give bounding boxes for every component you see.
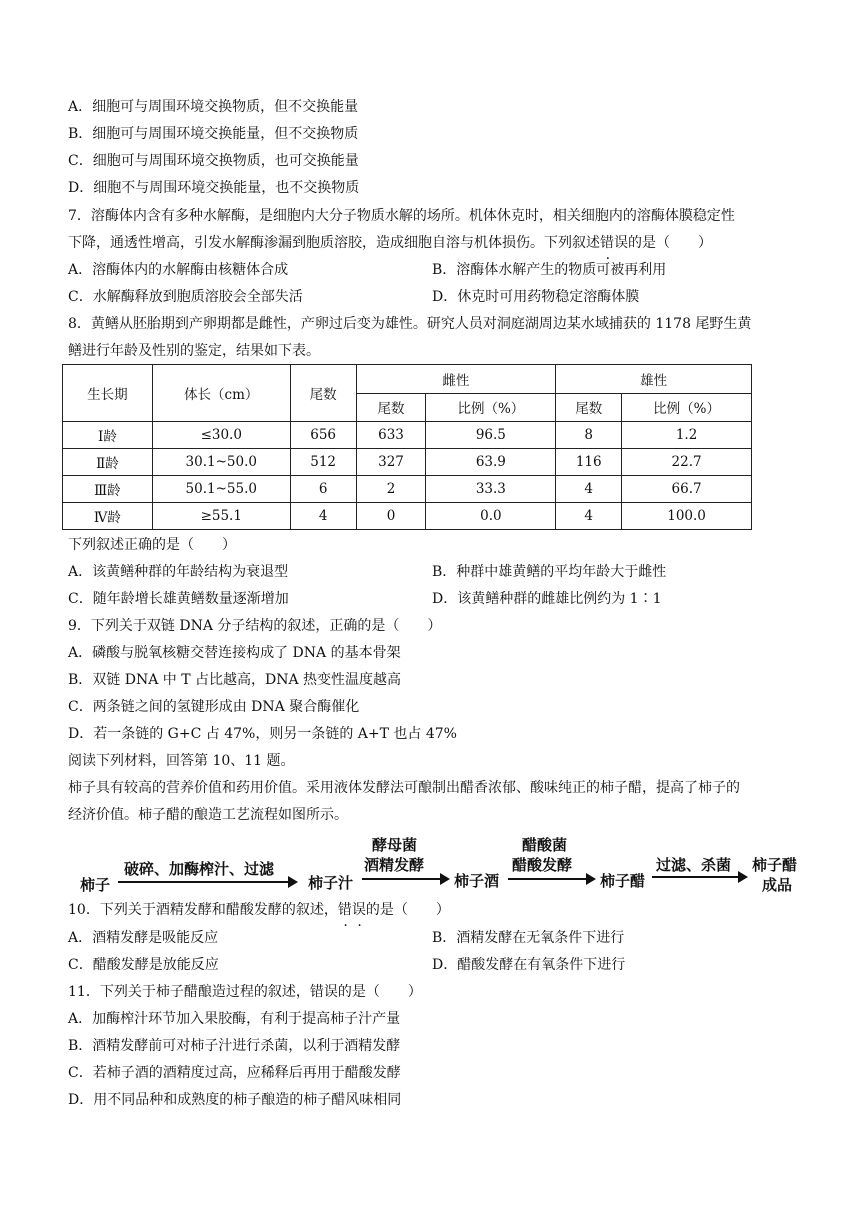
table-cell: Ⅳ龄 bbox=[63, 503, 153, 530]
table-cell: 0.0 bbox=[426, 503, 556, 530]
flow-node-juice: 柿子汁 bbox=[308, 874, 354, 892]
table-cell: 1.2 bbox=[622, 422, 752, 449]
table-cell: 22.7 bbox=[622, 449, 752, 476]
flow-node-product-line1: 柿子醋 bbox=[752, 856, 798, 874]
q9-option-b: B．双链 DNA 中 T 占比越高，DNA 热变性温度越高 bbox=[68, 672, 402, 688]
table-cell: 63.9 bbox=[426, 449, 556, 476]
flow-node-vinegar: 柿子醋 bbox=[600, 872, 646, 890]
q8-stem-line1: 8．黄鳝从胚胎期到产卵期都是雌性，产卵过后变为雄性。研究人员对洞庭湖周边某水域捕获的 1178 尾野生黄 bbox=[68, 316, 752, 332]
q6-option-a: A．细胞可与周围环境交换物质，但不交换能量 bbox=[68, 99, 359, 115]
table-cell: 100.0 bbox=[622, 503, 752, 530]
q7-emphasis-char: 错 bbox=[600, 235, 614, 251]
table-row bbox=[63, 422, 752, 449]
subheader-male-count: 尾数 bbox=[556, 393, 622, 422]
q7-stem-tail: 误的是（ ） bbox=[614, 235, 712, 251]
header-stage: 生长期 bbox=[63, 365, 153, 422]
flow-step-alcohol-fermentation: 酒精发酵 bbox=[364, 856, 425, 874]
table-row bbox=[63, 476, 752, 503]
q6-option-b: B．细胞可与周围环境交换能量，但不交换物质 bbox=[68, 126, 359, 142]
table-cell: 66.7 bbox=[622, 476, 752, 503]
flow-arrow bbox=[652, 876, 746, 878]
table-cell: 8 bbox=[556, 422, 622, 449]
reading-para-line2: 经济价值。柿子醋的酿造工艺流程如图所示。 bbox=[68, 807, 348, 823]
q8-option-b: B．种群中雄黄鳝的平均年龄大于雌性 bbox=[432, 564, 667, 580]
table-cell: Ⅰ龄 bbox=[63, 422, 153, 449]
flow-step-yeast: 酵母菌 bbox=[372, 836, 418, 854]
q11-option-a: A．加酶榨汁环节加入果胶酶，有利于提高柿子汁产量 bbox=[68, 1011, 401, 1027]
table-cell: 327 bbox=[356, 449, 426, 476]
table-row bbox=[63, 503, 752, 530]
q11-option-c: C．若柿子酒的酒精度过高，应稀释后再用于醋酸发酵 bbox=[68, 1065, 401, 1081]
table-cell: Ⅱ龄 bbox=[63, 449, 153, 476]
q6-option-c: C．细胞可与周围环境交换物质，也可交换能量 bbox=[68, 153, 359, 169]
q8-question: 下列叙述正确的是（ ） bbox=[68, 537, 236, 553]
table-cell: 33.3 bbox=[426, 476, 556, 503]
q10-option-d: D．醋酸发酵在有氧条件下进行 bbox=[432, 957, 626, 973]
flow-step-crush: 破碎、加酶榨汁、过滤 bbox=[124, 860, 275, 878]
q9-option-a: A．磷酸与脱氧核糖交替连接构成了 DNA 的基本骨架 bbox=[68, 645, 401, 661]
subheader-female-count: 尾数 bbox=[356, 393, 426, 422]
q10-emphasis-char-2: 误 bbox=[351, 902, 366, 918]
flow-arrow bbox=[508, 878, 594, 880]
table-cell: 0 bbox=[356, 503, 426, 530]
table-cell: ≥55.1 bbox=[152, 503, 290, 530]
table-cell: 633 bbox=[356, 422, 426, 449]
header-count: 尾数 bbox=[290, 365, 356, 422]
flow-step-filter-sterilize: 过滤、杀菌 bbox=[656, 856, 732, 874]
q10-stem bbox=[68, 900, 450, 920]
vinegar-process-diagram bbox=[76, 834, 816, 898]
q10-option-c: C．醋酸发酵是放能反应 bbox=[68, 957, 219, 973]
q10-stem-text: 10．下列关于酒精发酵和醋酸发酵的叙述， bbox=[68, 902, 338, 918]
table-cell: 4 bbox=[556, 476, 622, 503]
q7-stem-text: 下降，通透性增高，引发水解酶渗漏到胞质溶胶，造成细胞自溶与机体损伤。下列叙述 bbox=[68, 235, 600, 251]
q9-option-d: D．若一条链的 G+C 占 47%，则另一条链的 A+T 也占 47% bbox=[68, 726, 457, 742]
table-cell: 30.1~50.0 bbox=[152, 449, 290, 476]
q9-option-c: C．两条链之间的氢键形成由 DNA 聚合酶催化 bbox=[68, 699, 360, 715]
flow-step-acetic-fermentation: 醋酸发酵 bbox=[512, 856, 573, 874]
reading-intro: 阅读下列材料，回答第 10、11 题。 bbox=[68, 753, 295, 769]
q8-option-c: C．随年龄增长雄黄鳝数量逐渐增加 bbox=[68, 591, 289, 607]
q11-option-d: D．用不同品种和成熟度的柿子酿造的柿子醋风味相同 bbox=[68, 1092, 402, 1108]
q10-option-a: A．酒精发酵是吸能反应 bbox=[68, 930, 219, 946]
flow-arrow bbox=[362, 878, 448, 880]
q10-option-b: B．酒精发酵在无氧条件下进行 bbox=[432, 930, 625, 946]
flow-node-persimmon: 柿子 bbox=[80, 876, 111, 894]
flow-step-acetobacter: 醋酸菌 bbox=[522, 836, 568, 854]
flow-arrow bbox=[118, 881, 296, 883]
table-cell: 6 bbox=[290, 476, 356, 503]
q8-stem-line2: 鳝进行年龄及性别的鉴定，结果如下表。 bbox=[68, 343, 320, 359]
table-cell: Ⅲ龄 bbox=[63, 476, 153, 503]
subheader-female-ratio: 比例（%） bbox=[426, 393, 556, 422]
q10-emphasis-char-1: 错 bbox=[337, 902, 352, 918]
q10-stem-tail: 的是（ ） bbox=[365, 902, 450, 918]
table-cell: 656 bbox=[290, 422, 356, 449]
table-header-row bbox=[63, 365, 752, 394]
table-cell: 2 bbox=[356, 476, 426, 503]
table-cell: 512 bbox=[290, 449, 356, 476]
q7-option-b: B．溶酶体水解产生的物质可被再利用 bbox=[432, 262, 667, 278]
age-sex-table bbox=[62, 364, 752, 530]
table-cell: 96.5 bbox=[426, 422, 556, 449]
header-male: 雄性 bbox=[556, 365, 752, 394]
table-cell: 116 bbox=[556, 449, 622, 476]
table-cell: ≤30.0 bbox=[152, 422, 290, 449]
table-cell: 4 bbox=[290, 503, 356, 530]
flow-node-product-line2: 成品 bbox=[762, 876, 793, 894]
q7-stem-line2 bbox=[68, 233, 712, 253]
q7-option-d: D．休克时可用药物稳定溶酶体膜 bbox=[432, 289, 640, 305]
subheader-male-ratio: 比例（%） bbox=[622, 393, 752, 422]
table-cell: 4 bbox=[556, 503, 622, 530]
header-length: 体长（cm） bbox=[152, 365, 290, 422]
q11-option-b: B．酒精发酵前可对柿子汁进行杀菌，以利于酒精发酵 bbox=[68, 1038, 401, 1054]
header-female: 雌性 bbox=[356, 365, 556, 394]
table-cell: 50.1~55.0 bbox=[152, 476, 290, 503]
q7-option-a: A．溶酶体内的水解酶由核糖体合成 bbox=[68, 262, 289, 278]
q7-stem-line1: 7．溶酶体内含有多种水解酶，是细胞内大分子物质水解的场所。机体休克时，相关细胞内的溶酶体膜稳定性 bbox=[68, 208, 735, 224]
table-row bbox=[63, 449, 752, 476]
q7-option-c: C．水解酶释放到胞质溶胶会全部失活 bbox=[68, 289, 303, 305]
q9-stem: 9．下列关于双链 DNA 分子结构的叙述，正确的是（ ） bbox=[68, 618, 442, 634]
flow-node-wine: 柿子酒 bbox=[454, 872, 500, 890]
q8-option-d: D．该黄鳝种群的雌雄比例约为 1∶1 bbox=[432, 591, 662, 607]
q6-option-d: D．细胞不与周围环境交换能量，也不交换物质 bbox=[68, 180, 360, 196]
q11-stem: 11．下列关于柿子醋酿造过程的叙述，错误的是（ ） bbox=[68, 984, 422, 1000]
reading-para-line1: 柿子具有较高的营养价值和药用价值。采用液体发酵法可酿制出醋香浓郁、酸味纯正的柿子醋，提高了柿子的 bbox=[68, 780, 740, 796]
q8-option-a: A．该黄鳝种群的年龄结构为衰退型 bbox=[68, 564, 289, 580]
